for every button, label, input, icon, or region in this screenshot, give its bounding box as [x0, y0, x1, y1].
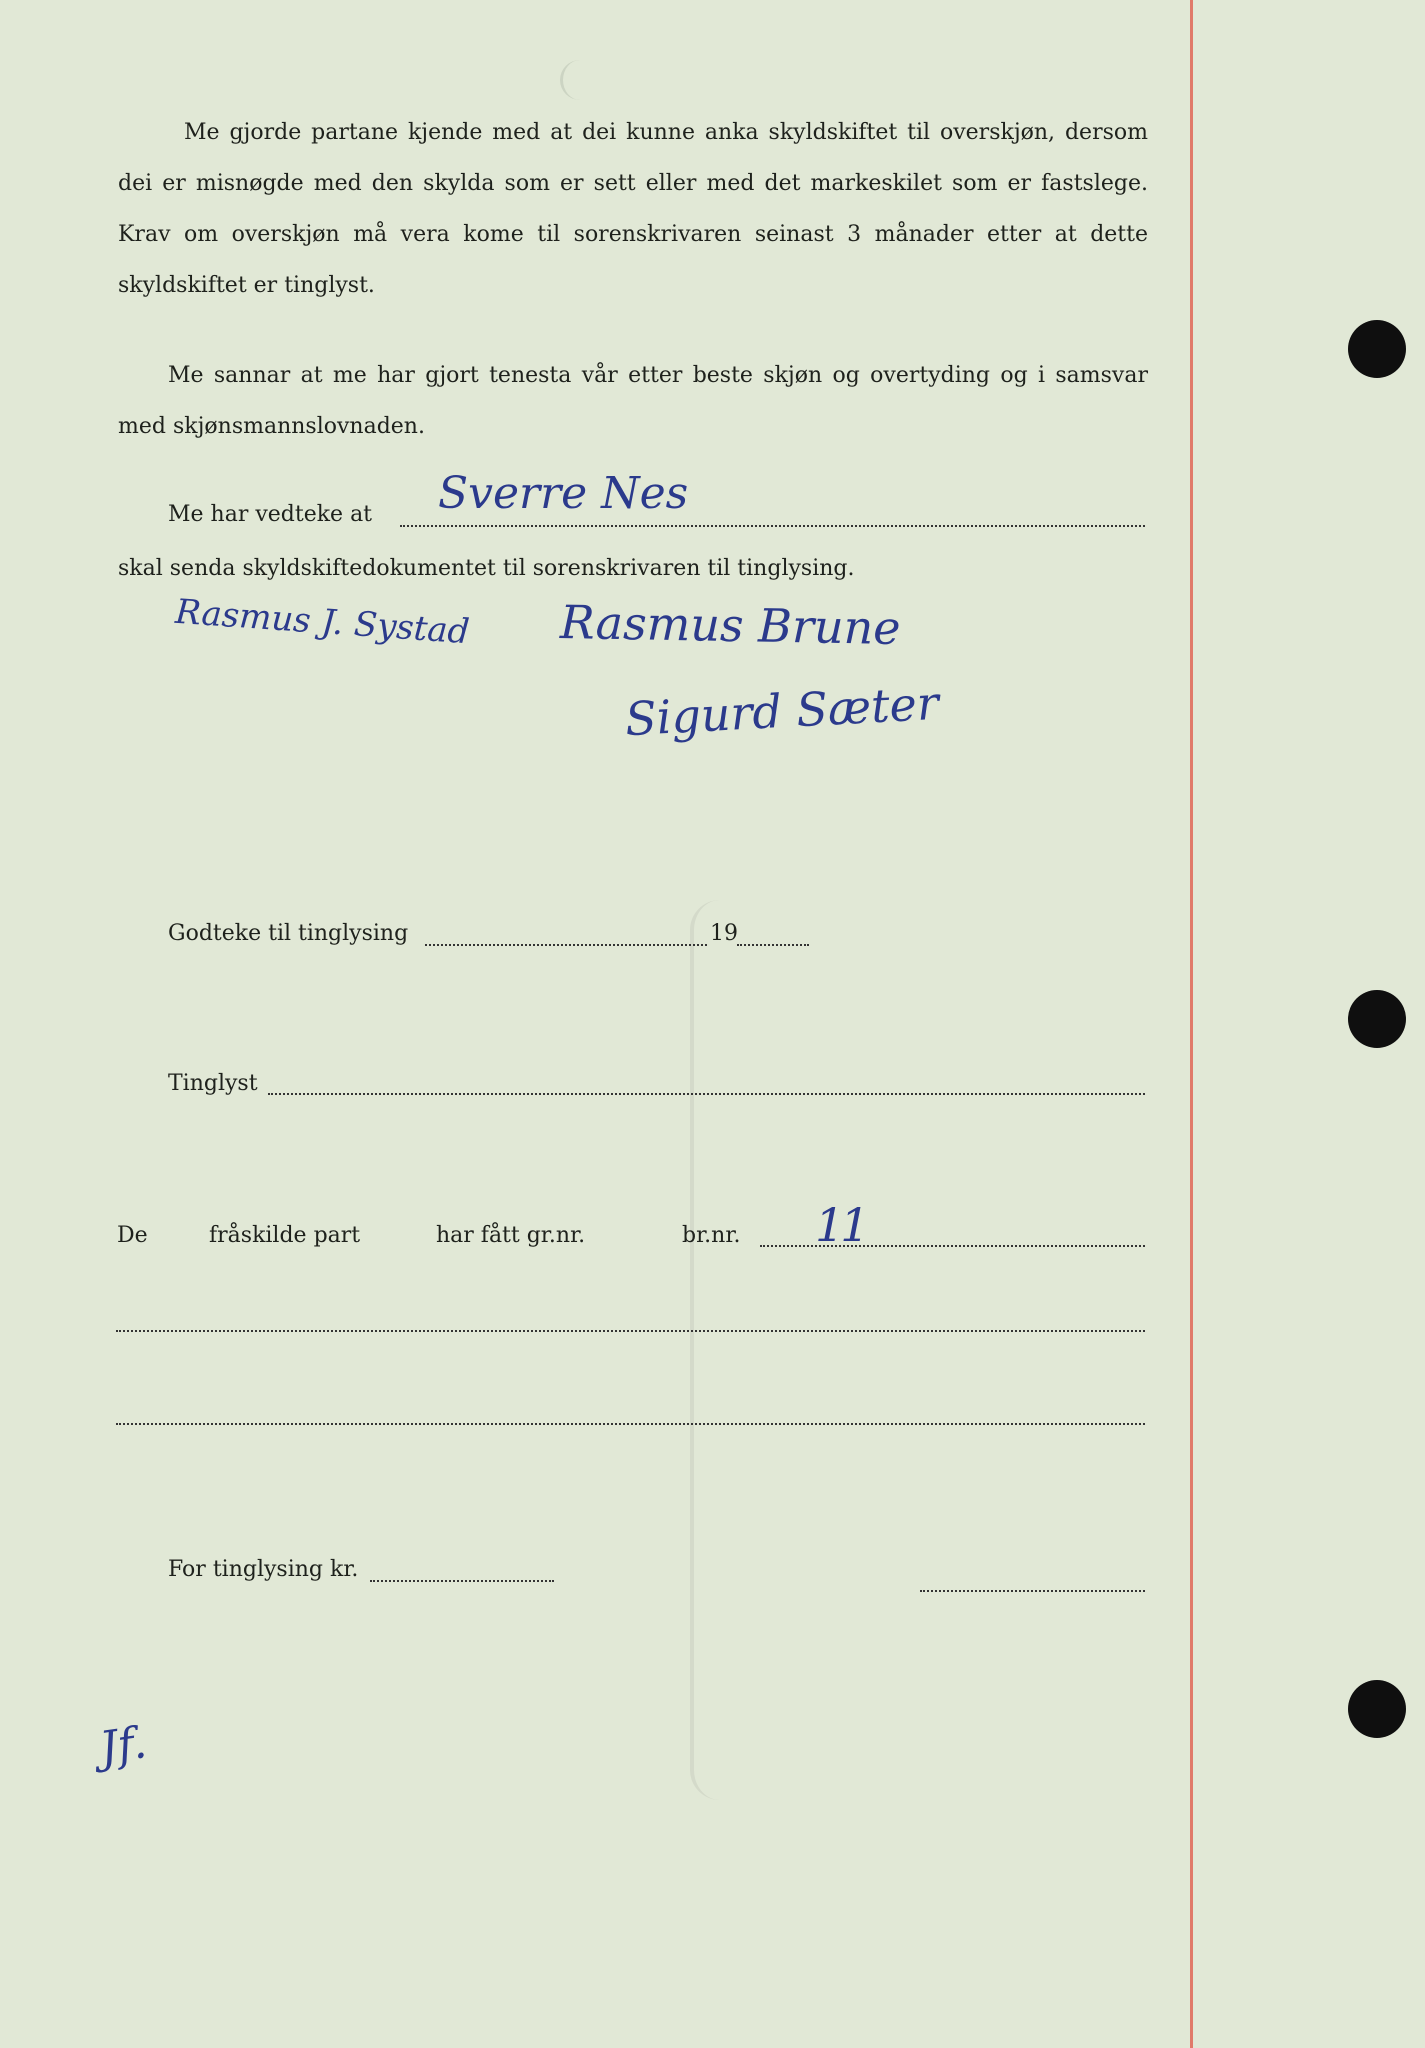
bleed-through-mark [560, 60, 663, 100]
signature-3: Sigurd Sæter [623, 675, 941, 747]
tinglyst-dotted-line [268, 1093, 1145, 1095]
amount-dotted-line [920, 1590, 1145, 1592]
godteke-year-prefix: 19 [710, 921, 738, 946]
for-tinglysing-label: For tinglysing kr. [168, 1557, 359, 1582]
vedteke-continuation: skal senda skyldskiftedokumentet til sorenskrivaren til tinglysing. [118, 556, 855, 581]
punch-hole-icon [1348, 320, 1406, 378]
for-tinglysing-dotted-line [370, 1580, 554, 1582]
text-line: dei er misnøgde med den skylda som er sett eller med det markeskilet som er fastslege. [118, 171, 1148, 196]
blank-dotted-line-2 [116, 1423, 1145, 1425]
fraskilde-part: fråskilde part [209, 1223, 361, 1248]
text-line: skyldskiftet er tinglyst. [118, 273, 375, 298]
handwritten-initials: Jf. [96, 1717, 150, 1774]
text-line: Me sannar at me har gjort tenesta vår etter beste skjøn og overtyding og i samsvar [168, 363, 1148, 388]
fraskilde-grnr: har fått gr.nr. [436, 1223, 586, 1248]
sannar-paragraph [118, 350, 1148, 452]
signature-1: Rasmus J. Systad [173, 591, 471, 653]
bleed-through-mark [690, 900, 754, 1800]
text-line: med skjønsmannslovnaden. [118, 414, 425, 439]
blank-dotted-line-1 [116, 1330, 1145, 1332]
signature-2: Rasmus Brune [559, 595, 901, 655]
handwritten-name: Sverre Nes [438, 468, 689, 519]
overskjon-paragraph [118, 107, 1148, 311]
tinglyst-label: Tinglyst [168, 1071, 258, 1096]
text-line: Krav om overskjøn må vera kome til sorenskrivaren seinast 3 månader etter at dette [118, 222, 1148, 247]
godteke-year-dotted-line [737, 944, 809, 946]
brnr-handwritten-value: 11 [815, 1198, 866, 1252]
punch-hole-icon [1348, 1680, 1406, 1738]
text-line: Me gjorde partane kjende med at dei kunne anka skyldskiftet til overskjøn, dersom [184, 120, 1148, 145]
red-margin-line [1190, 0, 1193, 2048]
fraskilde-de: De [117, 1223, 148, 1248]
vedteke-label: Me har vedteke at [168, 502, 373, 527]
vedteke-dotted-line [400, 525, 1145, 527]
punch-hole-icon [1348, 990, 1406, 1048]
godteke-label: Godteke til tinglysing [168, 921, 409, 946]
fraskilde-brnr: br.nr. [682, 1223, 741, 1248]
godteke-dotted-line [425, 944, 707, 946]
